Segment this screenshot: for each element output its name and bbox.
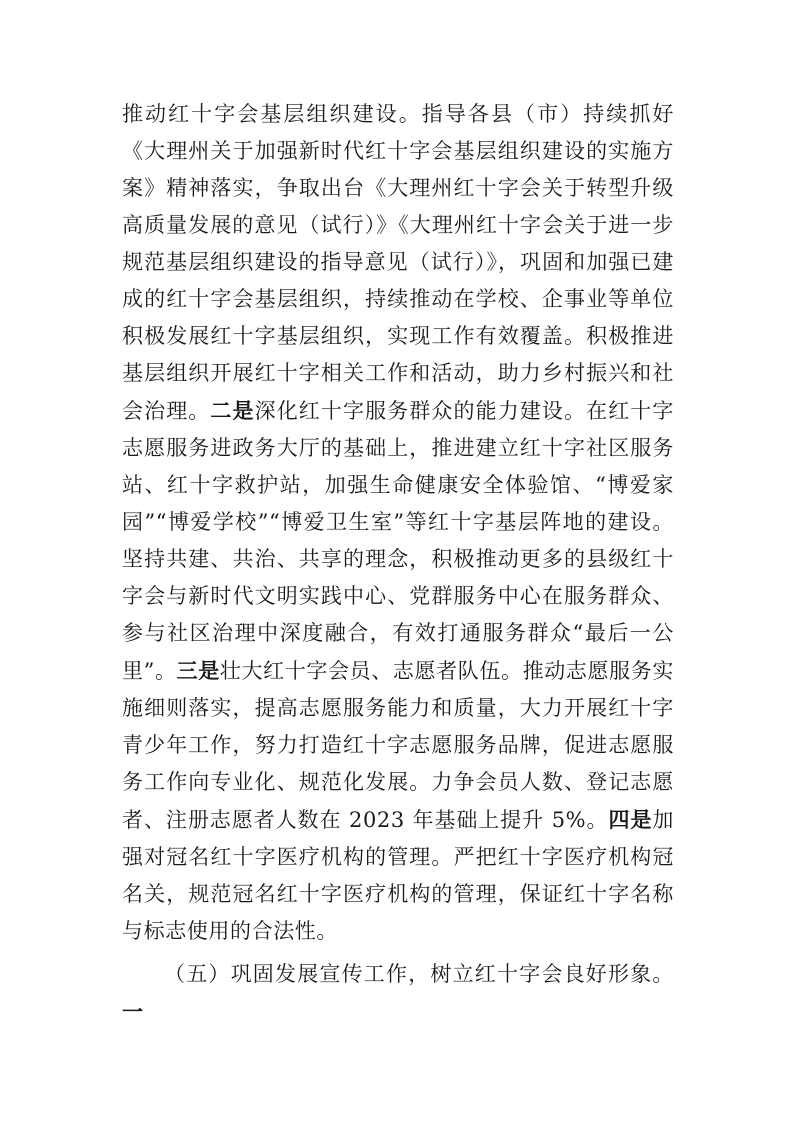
paragraph-grassroots-organization bbox=[122, 96, 674, 950]
body-text bbox=[122, 96, 674, 1031]
marker-first: 一 bbox=[122, 999, 144, 1024]
sentence-one: 推动红十字会基层组织建设。指导各县（市）持续抓好《大理州关于加强新时代红十字会基层组织建设的实施方案》精神落实，争取出台《大理州红十字会关于转型升级高质量发展的意见（试行）》《大理州红十字会关于进一步规范基层组织建设的指导意见（试行）》，巩固和加强已建成的红十字会基层组织，持续推动在学校、企事业等单位积极发展红十字基层组织，实现工作有效覆盖。积极推进基层组织开展红十字相关工作和活动，助力乡村振兴和社会治理。 bbox=[122, 102, 674, 423]
marker-third: 三是 bbox=[176, 658, 220, 683]
marker-fourth: 四是 bbox=[608, 807, 653, 832]
section-heading-text: （五）巩固发展宣传工作，树立红十字会良好形象。 bbox=[164, 962, 674, 986]
sentence-four: 加强对冠名红十字医疗机构的管理。严把红十字医疗机构冠名关，规范冠名红十字医疗机构的管理，保证红十字名称与标志使用的合法性。 bbox=[122, 808, 675, 943]
section-heading-five bbox=[122, 956, 674, 1031]
sentence-two: 深化红十字服务群众的能力建设。在红十字志愿服务进政务大厅的基础上，推进建立红十字社区服务站、红十字救护站，加强生命健康安全体验馆、“博爱家园”“博爱学校”“博爱卫生室”等红十字基层阵地的建设。坚持共建、共治、共享的理念，积极推动更多的县级红十字会与新时代文明实践中心、党群服务中心在服务群众、参与社区治理中深度融合，有效打通服务群众“最后一公里”。 bbox=[122, 399, 674, 683]
marker-second: 二是 bbox=[210, 398, 255, 423]
sentence-three: 壮大红十字会员、志愿者队伍。推动志愿服务实施细则落实，提高志愿服务能力和质量，大力开展红十字青少年工作，努力打造红十字志愿服务品牌，促进志愿服务工作向专业化、规范化发展。力争会员人数、登记志愿者、注册志愿者人数在 2023 年基础上提升 5%。 bbox=[122, 659, 675, 832]
